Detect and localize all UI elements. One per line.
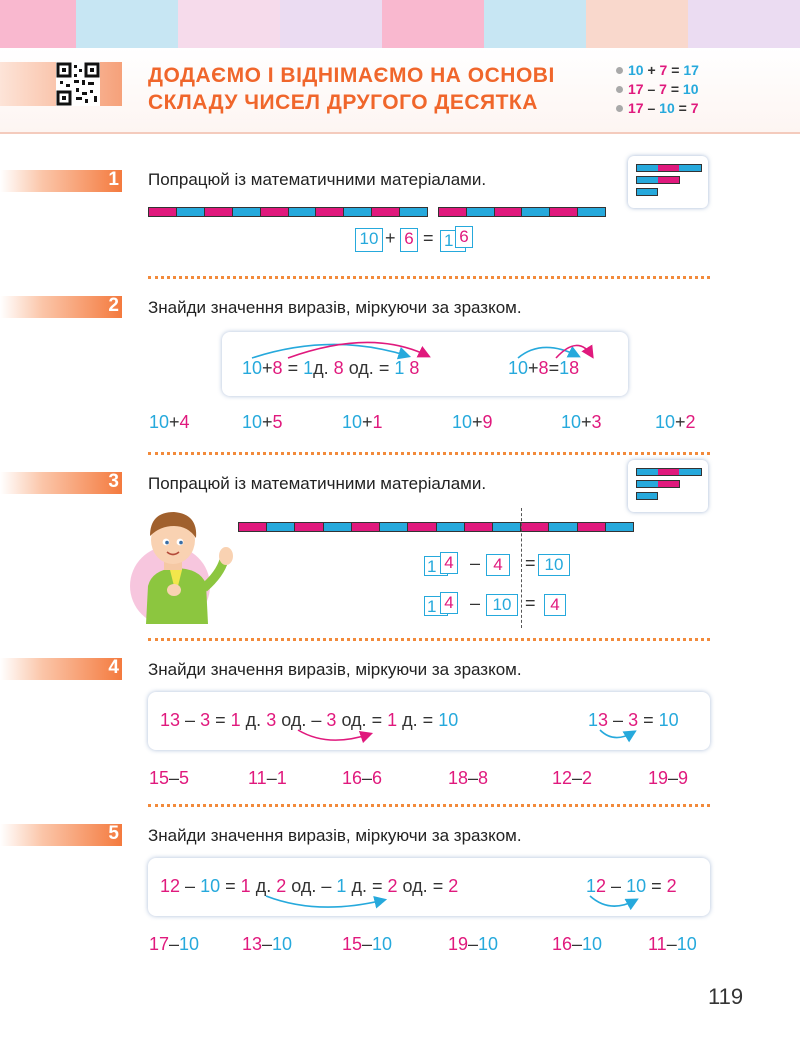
exercise[interactable]: 10+5	[242, 412, 283, 432]
sample-short-expression: 13 – 3 = 10	[588, 710, 679, 730]
exercise[interactable]: 11–1	[248, 768, 287, 788]
operator: –	[470, 553, 481, 573]
task-instruction: Знайди значення виразів, міркуючи за зразком.	[148, 298, 522, 317]
header-stripe	[280, 0, 382, 48]
task-number-badge: 3	[0, 472, 122, 494]
number-card: 6	[400, 228, 418, 252]
number-card: 10	[355, 228, 383, 252]
page-title	[148, 62, 555, 116]
formula-3: 17 – 10 = 7	[616, 100, 699, 116]
formula-1: 10 + 7 = 17	[616, 62, 699, 78]
header-stripe	[178, 0, 280, 48]
six-rod	[438, 207, 606, 217]
exercise[interactable]: 16–10	[552, 934, 603, 954]
sample-expression: 10+8 = 1д. 8 од. = 1 8	[242, 358, 420, 378]
title-line-1: ДОДАЄМО І ВІДНІМАЄМО НА ОСНОВІ	[148, 64, 555, 87]
sixteen-rod	[238, 522, 634, 532]
exercise[interactable]: 19–10	[448, 934, 499, 954]
sample-short-expression: 10+8=18	[508, 358, 580, 378]
split-line	[521, 508, 522, 628]
header-stripe	[76, 0, 178, 48]
operator: =	[525, 553, 536, 573]
task-instruction: Знайди значення виразів, міркуючи за зразком.	[148, 826, 522, 845]
number-card: 4	[440, 552, 458, 574]
materials-icon[interactable]	[628, 460, 708, 512]
exercise[interactable]: 12–2	[552, 768, 593, 788]
number-card: 1	[424, 556, 448, 576]
number-card: 10	[486, 594, 518, 616]
divider	[148, 276, 710, 279]
exercise[interactable]: 10+1	[342, 412, 383, 432]
task-instruction: Попрацюй із математичними матеріалами.	[148, 474, 487, 493]
number-card: 6	[455, 226, 473, 248]
task-number-badge: 4	[0, 658, 122, 680]
page-number: 119	[708, 984, 744, 1009]
title-line-2: СКЛАДУ ЧИСЕЛ ДРУГОГО ДЕСЯТКА	[148, 91, 538, 114]
number-card: 4	[440, 592, 458, 614]
exercise[interactable]: 13–10	[242, 934, 293, 954]
operator: –	[470, 593, 481, 613]
operator: =	[525, 593, 536, 613]
task-number-badge: 1	[0, 170, 122, 192]
number-card: 4	[544, 594, 566, 616]
sample-expression: 13 – 3 = 1 д. 3 од. – 3 од. = 1 д. = 10	[160, 710, 459, 730]
exercise[interactable]: 18–8	[448, 768, 489, 788]
divider	[148, 638, 710, 641]
header-stripe	[382, 0, 484, 48]
qr-code-icon[interactable]	[56, 62, 100, 106]
exercise[interactable]: 15–10	[342, 934, 393, 954]
operator: =	[423, 228, 434, 248]
exercise[interactable]: 10+4	[149, 412, 190, 432]
ten-rod	[148, 207, 428, 217]
exercise[interactable]: 16–6	[342, 768, 383, 788]
task-number-badge: 2	[0, 296, 122, 318]
number-card: 1	[440, 230, 466, 252]
task-instruction: Знайди значення виразів, міркуючи за зразком.	[148, 660, 522, 679]
sample-short-expression: 12 – 10 = 2	[586, 876, 677, 896]
sample-expression: 12 – 10 = 1 д. 2 од. – 1 д. = 2 од. = 2	[160, 876, 459, 896]
divider	[148, 452, 710, 455]
number-card: 10	[538, 554, 570, 576]
exercise[interactable]: 10+2	[655, 412, 696, 432]
formula-2: 17 – 7 = 10	[616, 81, 699, 97]
task-instruction: Попрацюй із математичними матеріалами.	[148, 170, 487, 189]
header-stripe	[0, 0, 76, 48]
materials-icon[interactable]	[628, 156, 708, 208]
number-card: 1	[424, 596, 448, 616]
exercise[interactable]: 15–5	[149, 768, 190, 788]
task-number-badge: 5	[0, 824, 122, 846]
header-stripe	[586, 0, 688, 48]
exercise[interactable]: 10+9	[452, 412, 493, 432]
boy-illustration	[126, 504, 246, 624]
header-stripe	[688, 0, 800, 48]
exercise[interactable]: 17–10	[149, 934, 200, 954]
exercise[interactable]: 10+3	[561, 412, 602, 432]
exercise[interactable]: 11–10	[648, 934, 697, 954]
operator: +	[385, 228, 396, 248]
divider	[148, 804, 710, 807]
exercise[interactable]: 19–9	[648, 768, 689, 788]
number-card: 4	[486, 554, 510, 576]
header-stripe	[484, 0, 586, 48]
